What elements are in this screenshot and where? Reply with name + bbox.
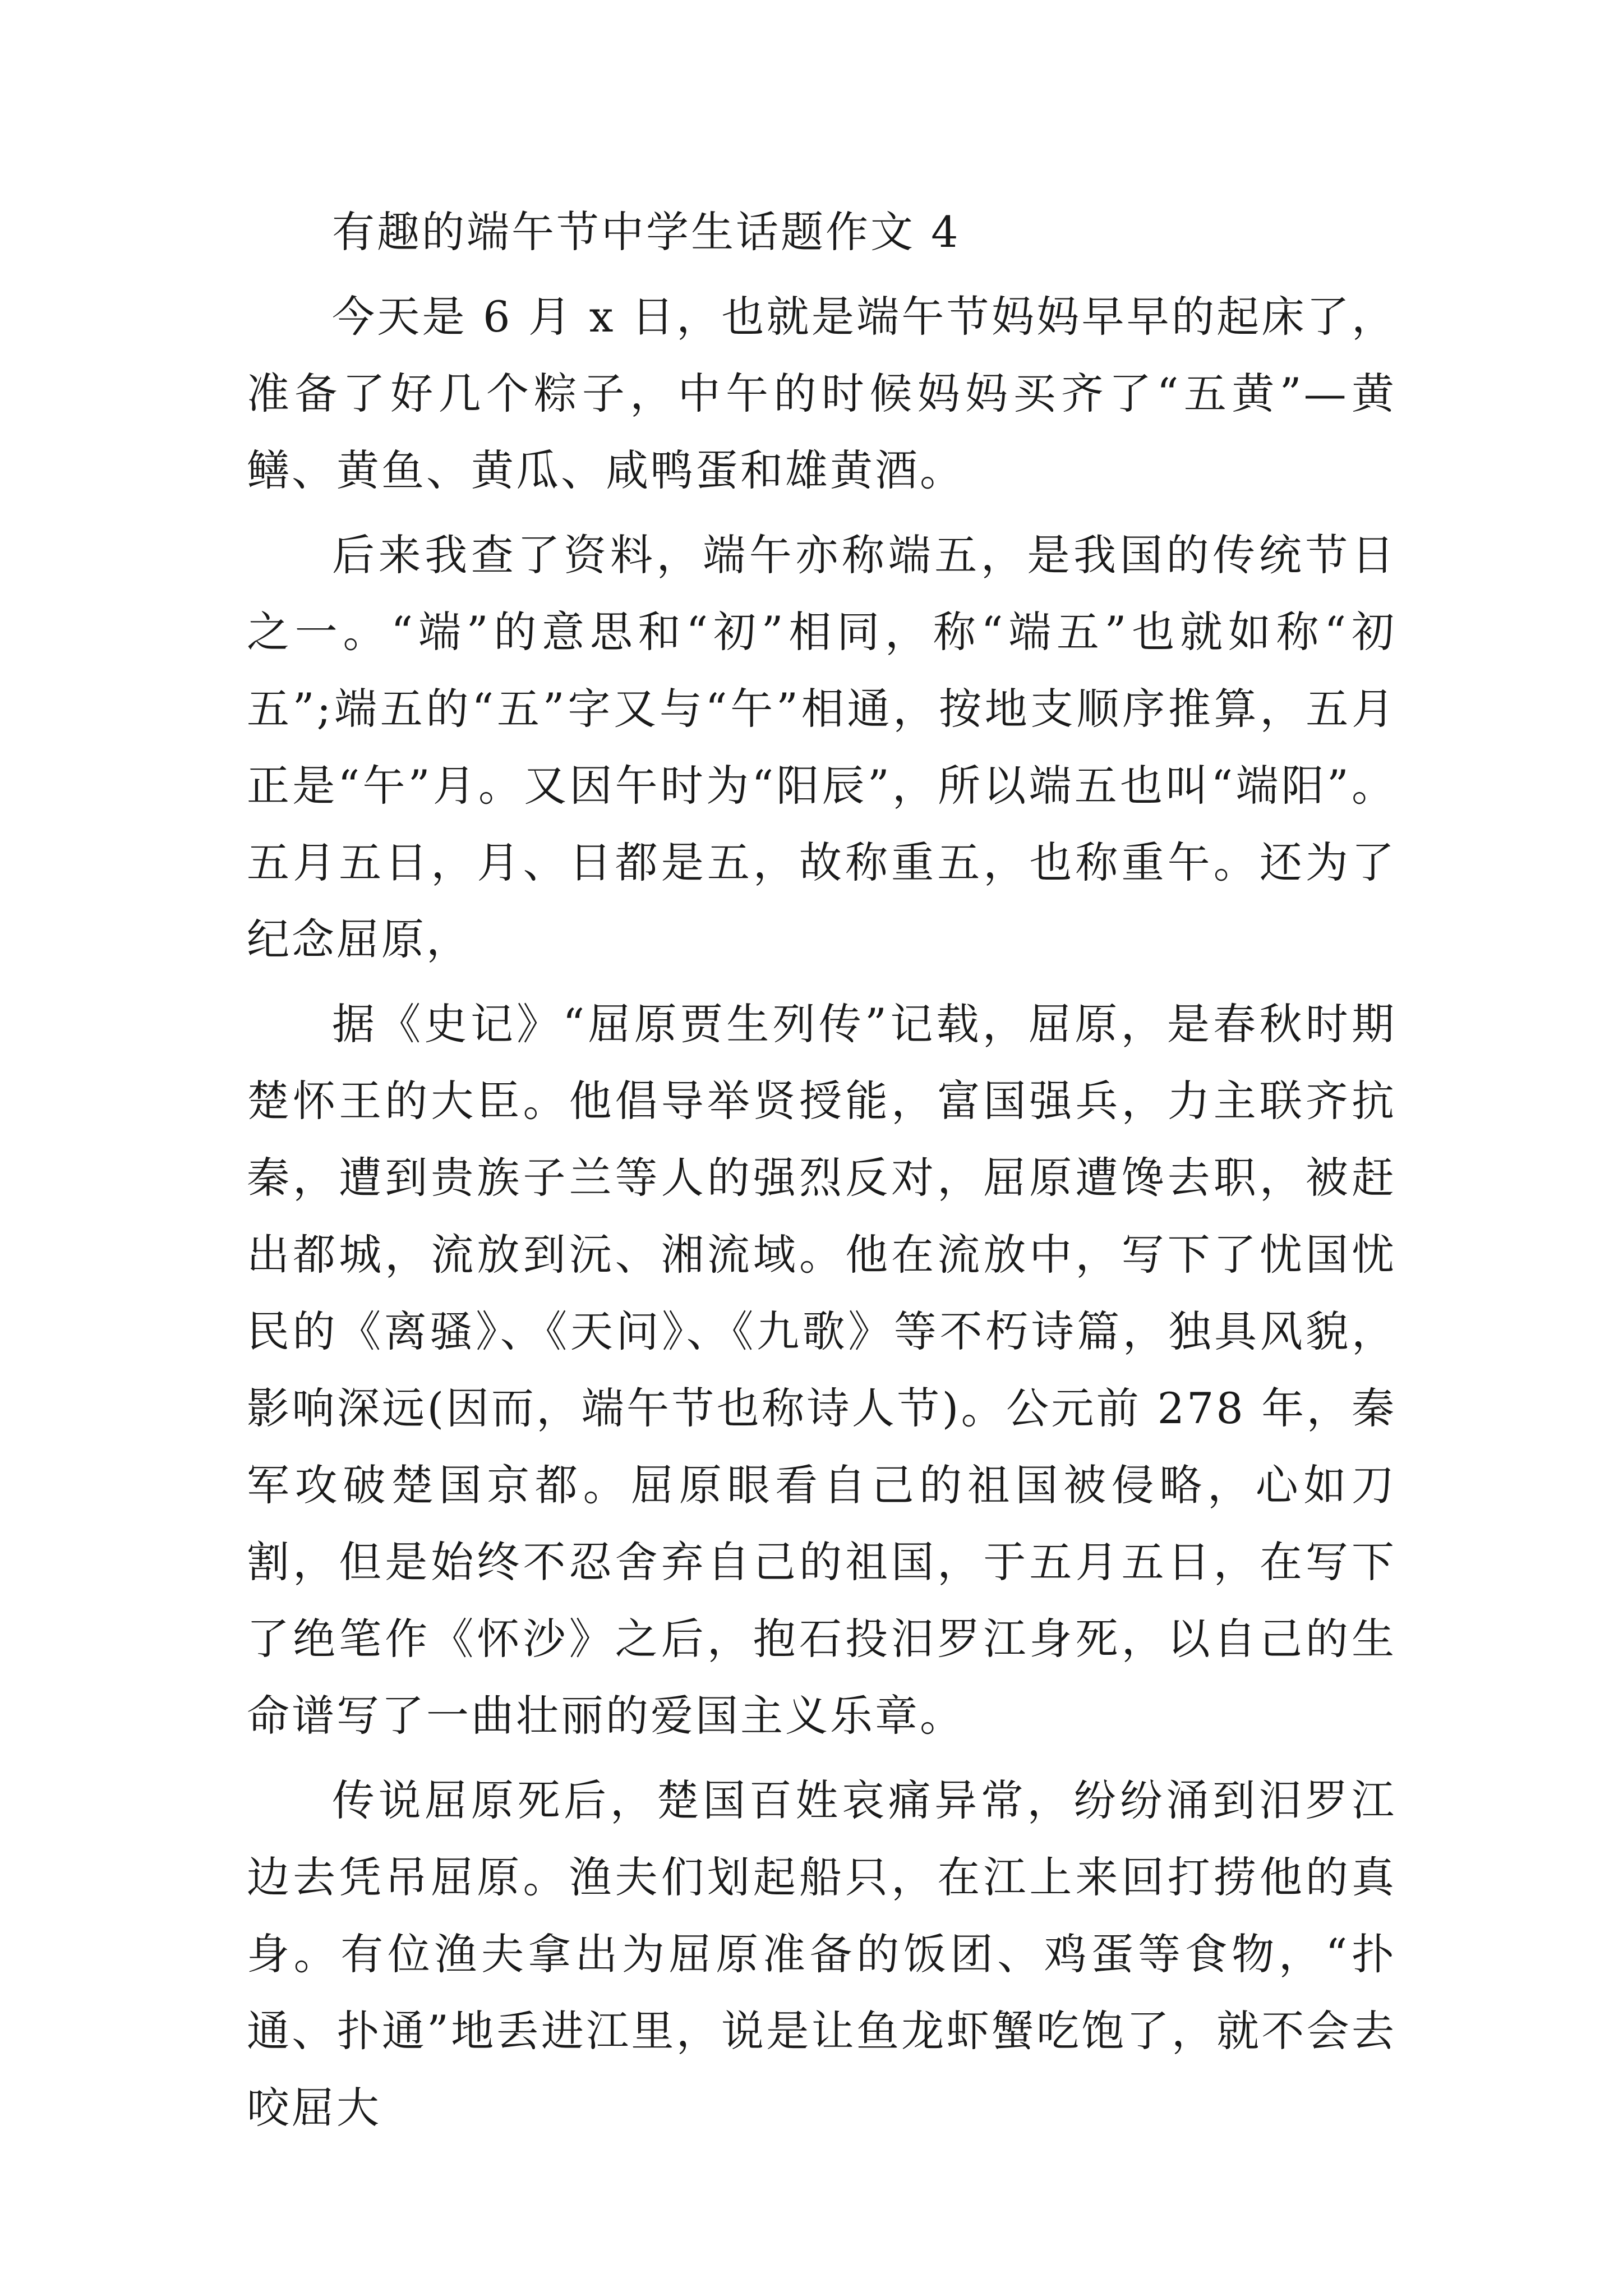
document-body — [247, 194, 1396, 2146]
document-title: 有趣的端午节中学生话题作文 4 — [332, 207, 961, 257]
paragraph-3: 据《史记》“屈原贾生列传”记载，屈原，是春秋时期楚怀王的大臣。他倡导举贤授能，富国强兵，力主联齐抗秦，遭到贵族子兰等人的强烈反对，屈原遭馋去职，被赶出都城，流放到沅、湘流域。他在流放中，写下了忧国忧民的《离骚》、《天问》、《九歌》等不朽诗篇，独具风貌，影响深远(因而，端午节也称诗人节)。公元前 278 年，秦军攻破楚国京都。屈原眼看自己的祖国被侵略，心如刀割，但是始终不忍舍弃自己的祖国，于五月五日，在写下了绝笔作《怀沙》之后，抱石投汨罗江身死，以自己的生命谱写了一曲壮丽的爱国主义乐章。 — [247, 999, 1396, 1741]
paragraph-2: 后来我查了资料，端午亦称端五，是我国的传统节日之一。“端”的意思和“初”相同，称“端五”也就如称“初五”;端五的“五”字又与“午”相通，按地支顺序推算，五月正是“午”月。又因午时为“阳辰”，所以端五也叫“端阳”。五月五日，月、日都是五，故称重五，也称重午。还为了纪念屈原， — [247, 530, 1396, 964]
paragraph-1: 今天是 6 月 x 日，也就是端午节妈妈早早的起床了，准备了好几个粽子，中午的时候妈妈买齐了“五黄”—黄鳝、黄鱼、黄瓜、咸鸭蛋和雄黄酒。 — [247, 292, 1396, 495]
paragraph-4: 传说屈原死后，楚国百姓哀痛异常，纷纷涌到汨罗江边去凭吊屈原。渔夫们划起船只，在江上来回打捞他的真身。有位渔夫拿出为屈原准备的饭团、鸡蛋等食物，“扑通、扑通”地丢进江里，说是让鱼龙虾蟹吃饱了，就不会去咬屈大 — [247, 1775, 1396, 2133]
